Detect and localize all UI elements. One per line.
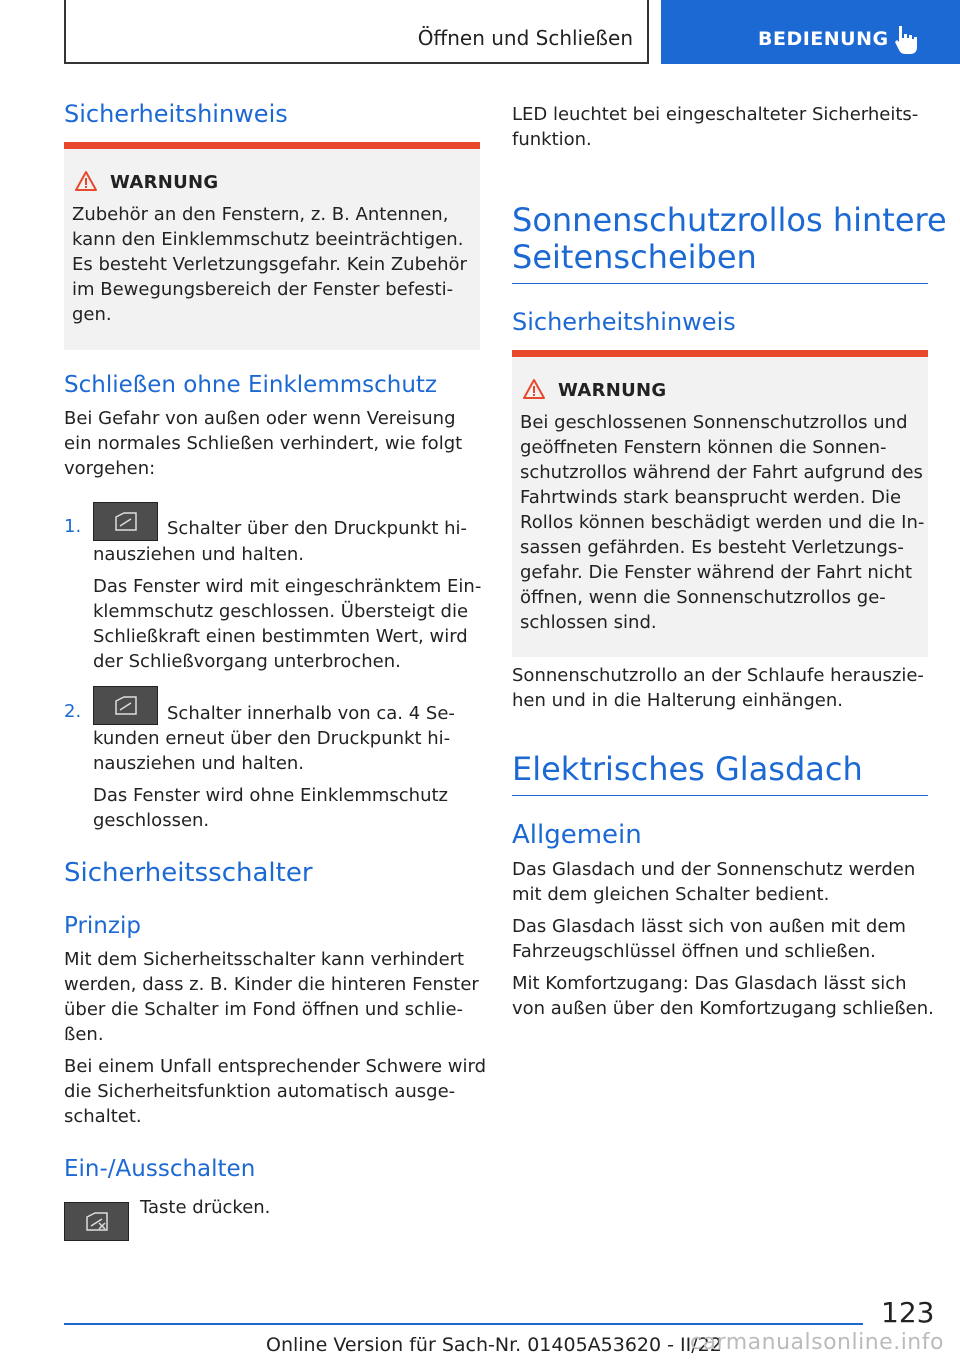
step-1-text-a: Schalter über den Druckpunkt hi- <box>167 518 468 539</box>
header-section-box <box>64 0 649 64</box>
header-chapter-tab <box>661 0 960 64</box>
heading-rule <box>512 283 928 284</box>
window-switch-image-1 <box>93 502 158 541</box>
header-chapter-label: BEDIENUNG <box>758 28 889 50</box>
page-number: 123 <box>881 1296 935 1329</box>
paragraph-comfort-access: Mit Komfortzugang: Das Glasdach lässt sich von außen über den Komfortzugang schließen. <box>512 973 934 1019</box>
warning-text: Bei geschlossenen Sonnenschutzrollos und geöffneten Fenstern können die Sonnen- schutzrollos während der Fahrt aufgrund des Fahrtwinds stark beansprucht werden. Die Rollos können beschädigt werden und die In- sassen gefährden. Es besteht Verletzungs- gefahr. Die Fenster während der Fahrt nicht öffnen, wenn die Sonnenschutzrollos ge- schlossen sind. <box>520 412 925 633</box>
heading-electric-glass-roof: Elektrisches Glasdach <box>512 750 863 788</box>
warning-box-1 <box>64 142 480 350</box>
warning-title: WARNUNG <box>110 172 219 193</box>
footer-online-version: Online Version für Sach-Nr. 01405A53620 - II/22 <box>266 1334 722 1356</box>
safety-switch-image <box>64 1202 129 1241</box>
paragraph-glass-roof-key: Das Glasdach lässt sich von außen mit dem Fahrzeugschlüssel öffnen und schließen. <box>512 916 906 962</box>
paragraph-press-button: Taste drücken. <box>140 1197 271 1218</box>
paragraph-principle: Mit dem Sicherheitsschalter kann verhindert werden, dass z. B. Kinder die hinteren Fenster über die Schalter im Fond öffnen und schlie- ßen. <box>64 949 479 1045</box>
window-switch-image-2 <box>93 686 158 725</box>
safety-switch-icon <box>65 1203 128 1240</box>
paragraph-sunshade-loop: Sonnenschutzrollo an der Schlaufe herauszie- hen und in die Halterung einhängen. <box>512 665 924 711</box>
heading-on-off: Ein-/Ausschalten <box>64 1156 256 1182</box>
window-switch-icon <box>94 503 157 540</box>
step-2-detail: Das Fenster wird ohne Einklemmschutz geschlossen. <box>93 785 448 831</box>
pointing-hand-icon <box>893 24 921 56</box>
watermark: carmanualsonline.info <box>690 1330 944 1355</box>
heading-close-without-pinch: Schließen ohne Einklemmschutz <box>64 372 438 398</box>
step-2-text-b: kunden erneut über den Druckpunkt hi- nausziehen und halten. <box>93 728 451 774</box>
warning-triangle-icon <box>74 170 98 192</box>
step-2-text-a: Schalter innerhalb von ca. 4 Se- <box>167 703 455 724</box>
step-1-number: 1. <box>64 516 82 537</box>
warning-triangle-icon <box>522 378 546 400</box>
heading-safety-switch: Sicherheitsschalter <box>64 858 313 888</box>
warning-title: WARNUNG <box>558 380 667 401</box>
header-section-title: Öffnen und Schließen <box>417 26 633 50</box>
heading-sunshades-rear: Sonnenschutzrollos hintere Seitenscheiben <box>512 201 947 276</box>
paragraph-danger-outside: Bei Gefahr von außen oder wenn Vereisung ein normales Schließen verhindert, wie folgt vorgehen: <box>64 408 463 479</box>
left-heading-safety-notice: Sicherheitshinweis <box>64 100 288 128</box>
paragraph-glass-roof-switch: Das Glasdach und der Sonnenschutz werden mit dem gleichen Schalter bedient. <box>512 859 916 905</box>
window-switch-icon <box>94 687 157 724</box>
warning-box-2 <box>512 350 928 657</box>
footer-rule <box>64 1323 863 1325</box>
warning-bar <box>64 142 480 149</box>
step-2-number: 2. <box>64 701 82 722</box>
step-1-detail: Das Fenster wird mit eingeschränktem Ein- klemmschutz geschlossen. Übersteigt die Schließkraft einen bestimmten Wert, wird der Schließvorgang unterbrochen. <box>93 576 482 672</box>
heading-general: Allgemein <box>512 820 642 850</box>
paragraph-accident: Bei einem Unfall entsprechender Schwere wird die Sicherheitsfunktion automatisch ausge- schaltet. <box>64 1056 487 1127</box>
heading-rule <box>512 795 928 796</box>
step-1-text-b: nausziehen und halten. <box>93 544 305 565</box>
paragraph-led: LED leuchtet bei eingeschalteter Sicherheits- funktion. <box>512 104 919 150</box>
heading-principle: Prinzip <box>64 913 141 939</box>
warning-text: Zubehör an den Fenstern, z. B. Antennen, kann den Einklemmschutz beeinträchtigen. Es besteht Verletzungsgefahr. Kein Zubehör im Bewegungsbereich der Fenster befesti- gen. <box>72 204 467 325</box>
warning-bar <box>512 350 928 357</box>
right-heading-safety-notice: Sicherheitshinweis <box>512 308 736 336</box>
